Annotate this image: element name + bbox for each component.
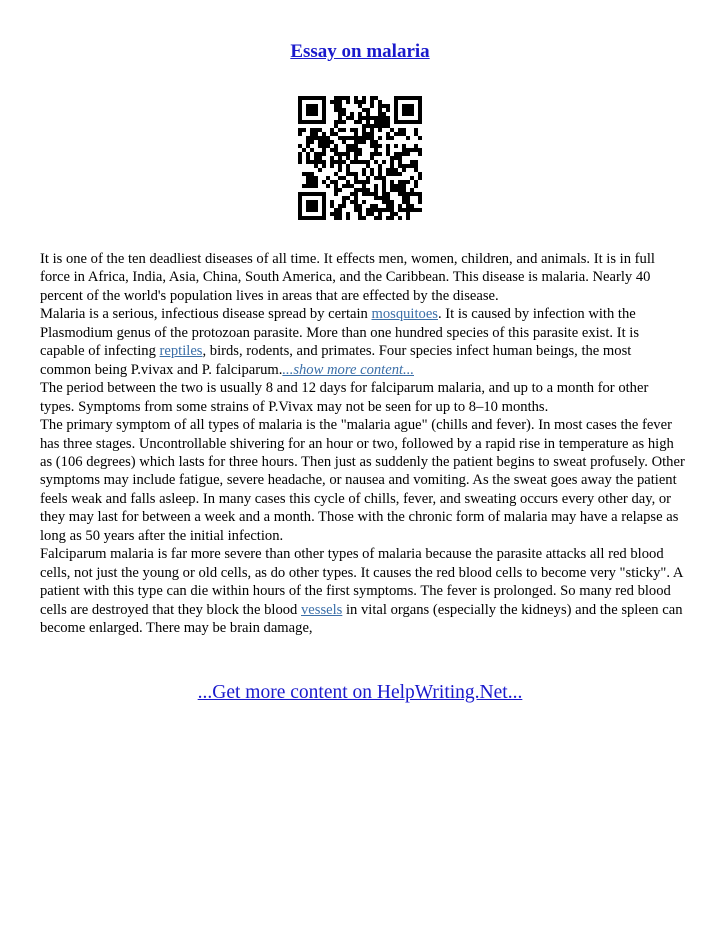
paragraph-symptoms: The primary symptom of all types of malaria is the "malaria ague" (chills and fever). In most cases the fever has three stages. Uncontrollable shivering for an hour or two, followed by a rapid rise in temperature as high as (106 degrees) which lasts for three hours. Then just as suddenly the patient begins to sweat profusely. Other symptoms may include fatigue, severe headache, or nausea and vomiting. As the sweat goes away the patient feels weak and falls asleep. In many cases this cycle of chills, fever, and sweating occurs every other day, or they may last for between a week and a month. Those with the chronic form of malaria may have a relapse as long as 50 years after the initial infection. — [40, 417, 685, 544]
vessels-link[interactable]: vessels — [301, 601, 343, 618]
paragraph-intro: It is one of the ten deadliest diseases of all time. It effects men, women, children, and animals. It is in full force in Africa, India, Asia, China, South America, and the Caribbean. This disease is malaria. Nearly 40 percent of the world's population lives in areas that are effected by the disease. — [40, 251, 655, 304]
paragraph-definition: Malaria is a serious, infectious disease spread by certain mosquitoes. It is caused by infection with the Plasmodium genus of the protozoan parasite. More than one hundred species of this parasite exist. It is capable of infecting reptiles, birds, rodents, and primates. Four species infect human beings, the most common being P.vivax and P. falciparum....show more content... — [40, 306, 640, 378]
get-more-content-link[interactable]: ...Get more content on HelpWriting.Net... — [197, 682, 523, 703]
show-more-link[interactable]: ...show more content... — [282, 361, 414, 378]
essay-body — [40, 250, 685, 638]
mosquitoes-link[interactable]: mosquitoes — [371, 306, 438, 323]
reptiles-link[interactable]: reptiles — [159, 343, 203, 360]
paragraph-falciparum: Falciparum malaria is far more severe than other types of malaria because the parasite attacks all red blood cells, not just the young or old cells, as do other types. It causes the red blood cells to become very "sticky". A patient with this type can die within hours of the first symptoms. The fever is prolonged. So many red blood cells are destroyed that they block the blood vessels in vital organs (especially the kidneys) and the spleen can become enlarged. There may be brain damage, — [40, 546, 683, 637]
page-title — [0, 40, 720, 64]
paragraph-incubation: The period between the two is usually 8 and 12 days for falciparum malaria, and up to a month for other types. Symptoms from some strains of P.Vivax may not be seen for up to 8–10 months. — [40, 380, 649, 415]
footer — [0, 680, 720, 706]
qr-code-icon — [298, 96, 422, 220]
title-link[interactable]: Essay on malaria — [290, 41, 430, 62]
